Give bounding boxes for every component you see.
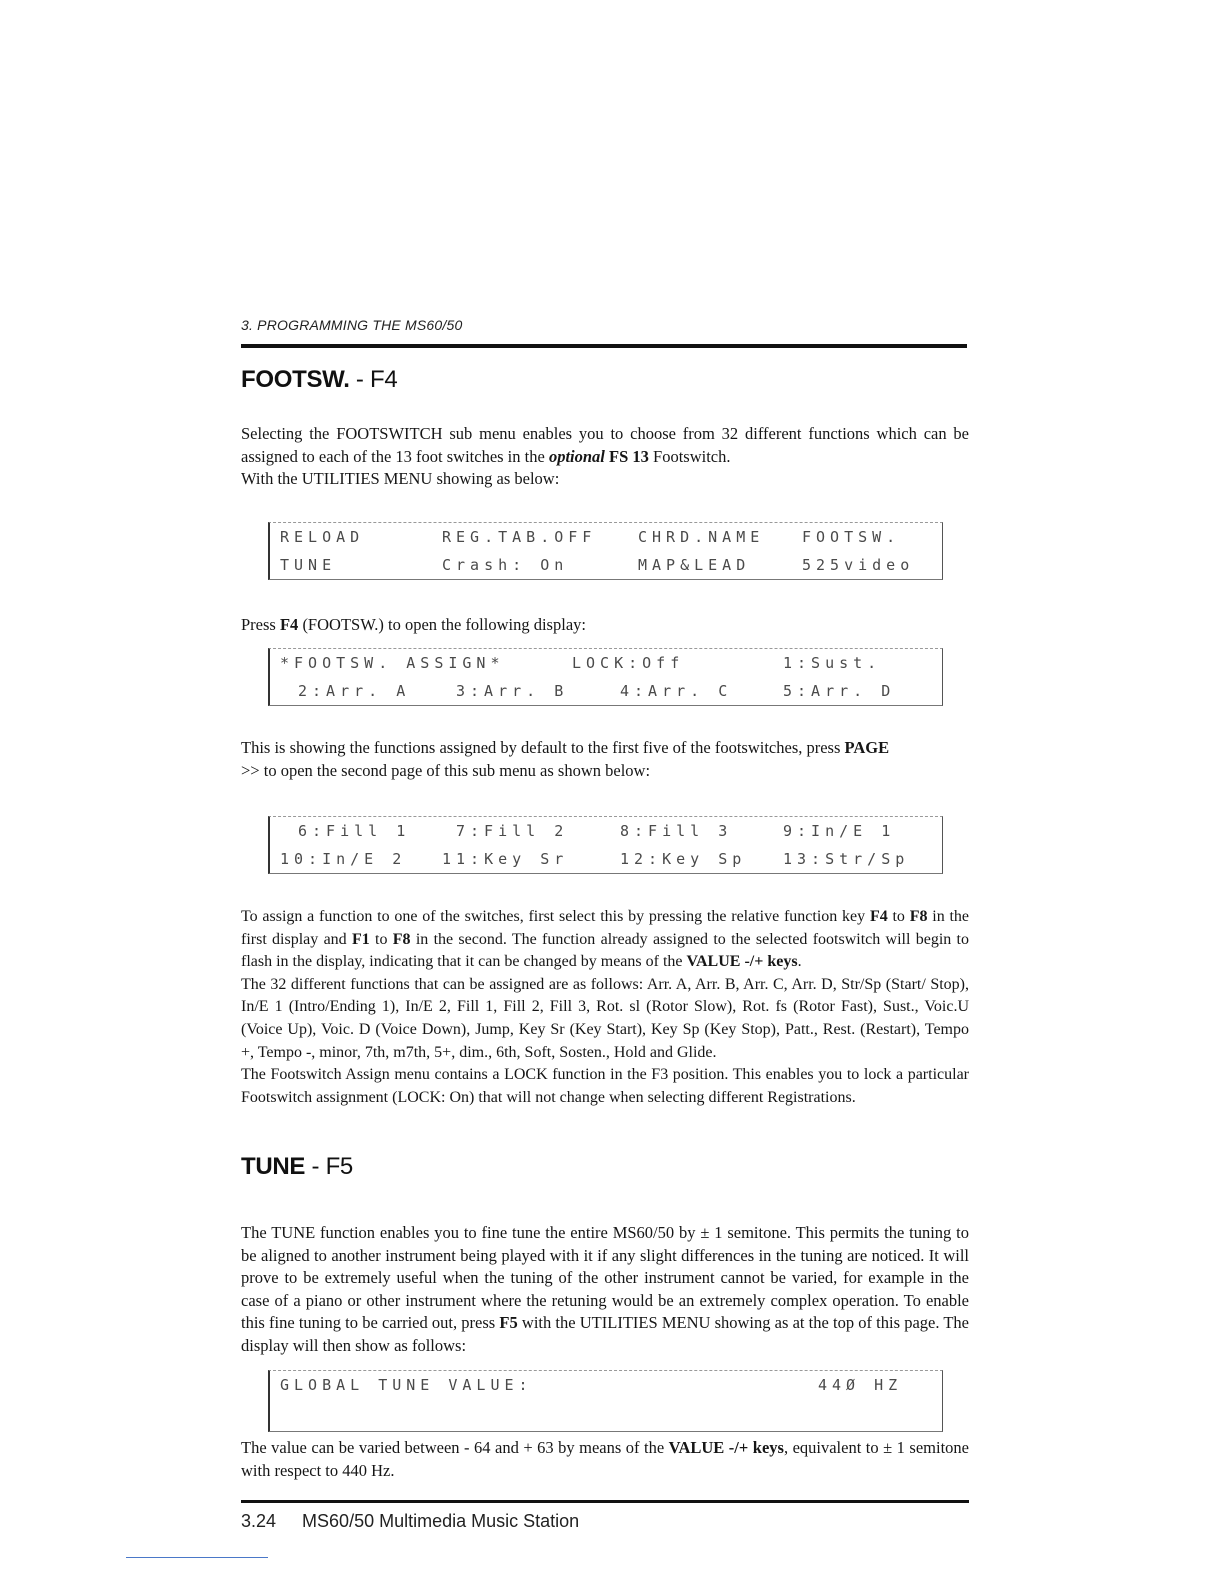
intro-optional: optional	[548, 446, 605, 466]
lcd-cell: CHRD.NAME	[638, 528, 765, 546]
range-text-end: , equivalent to ± 1 semitone with respect to 440 Hz.	[241, 1438, 969, 1480]
tune-text: The TUNE function enables you to fine tune the entire MS60/50 by ± 1 semitone. This permits the tuning to be aligned to another instrument being played with it if any slight differences in the tuning are noticed. It will prove to be extremely useful when the tuning of the other instrument cannot be varied, for example in the case of a piano or other instrument where the retuning would be an extremely complex operation. To enable this fine tuning to be carried out, press	[241, 1223, 969, 1333]
intro-text: Selecting the FOOTSWITCH sub menu enables you to choose from 32 different functions which can be assigned to each of the 13 foot switches in the	[241, 424, 969, 466]
lcd-cell: FOOTSW.	[802, 528, 901, 546]
press-f4-key: F4	[279, 615, 299, 634]
showing-text: This is showing the functions assigned by default to the first five of the footswitches, press	[241, 738, 845, 757]
assign-to: to	[887, 908, 910, 925]
footswitch-page2-display	[268, 816, 943, 874]
lcd-cell: 13:Str/Sp	[783, 850, 910, 868]
assign-text: To assign a function to one of the switches, first select this by pressing the relative function key	[241, 908, 870, 925]
footsw-title-key: - F4	[349, 366, 398, 393]
f8-key: F8	[909, 908, 928, 925]
value-keys: VALUE -/+ keys	[668, 1438, 784, 1457]
lcd-cell: 8:Fill 3	[620, 822, 733, 840]
product-name: MS60/50 Multimedia Music Station	[302, 1511, 580, 1531]
tune-section-title	[241, 1153, 353, 1181]
tune-title-bold: TUNE	[241, 1153, 306, 1180]
global-tune-display	[268, 1370, 943, 1432]
lcd-cell: 525video	[802, 556, 915, 574]
range-text: The value can be varied between - 64 and + 63 by means of the	[241, 1438, 669, 1457]
press-text-end: (FOOTSW.) to open the following display:	[298, 615, 586, 634]
footsw-intro-paragraph	[241, 423, 969, 491]
lcd-cell: 1:Sust.	[783, 654, 882, 672]
f5-key: F5	[499, 1313, 518, 1333]
scan-artifact-line	[126, 1557, 268, 1558]
footsw-title-bold: FOOTSW.	[241, 366, 350, 393]
lcd-cell: 9:In/E 1	[783, 822, 896, 840]
tune-label: GLOBAL TUNE VALUE:	[280, 1376, 533, 1394]
assign-text-3: in the second. The function already assigned to the selected footswitch will begin to flash in the display, indicating that it can be changed by means of the	[241, 930, 970, 971]
assign-instructions-paragraph	[241, 906, 969, 1109]
page-key: PAGE	[844, 738, 890, 757]
f8-key: F8	[392, 930, 411, 948]
f4-key: F4	[869, 908, 888, 925]
lcd-row-1	[270, 1371, 942, 1399]
lcd-row-2	[270, 677, 942, 705]
press-f4-paragraph	[241, 614, 969, 637]
lcd-cell: 3:Arr. B	[456, 682, 569, 700]
assign-period: .	[797, 953, 802, 971]
lcd-cell: 11:Key Sr	[442, 850, 569, 868]
lcd-row-1	[270, 649, 942, 677]
assign-to: to	[369, 930, 393, 948]
value-keys: VALUE -/+ keys	[686, 953, 798, 971]
lcd-cell: 2:Arr. A	[298, 682, 411, 700]
press-text: Press	[241, 615, 280, 634]
lcd-cell: RELOAD	[280, 528, 365, 546]
footsw-section-title	[241, 366, 397, 394]
page-number: 3.24	[241, 1511, 277, 1531]
lock-description: The Footswitch Assign menu contains a LOCK function in the F3 position. This enables you to lock a particular Footswitch assignment (LOCK: On) that will not change when selecting different Registrations.	[241, 1066, 969, 1106]
lcd-cell: MAP&LEAD	[638, 556, 751, 574]
f1-key: F1	[351, 930, 370, 948]
lcd-cell: 5:Arr. D	[783, 682, 896, 700]
lcd-cell: 10:In/E 2	[280, 850, 407, 868]
lcd-cell: TUNE	[280, 556, 337, 574]
lcd-cell: *FOOTSW. ASSIGN*	[280, 654, 505, 672]
tune-title-key: - F5	[305, 1153, 353, 1180]
lcd-row-1	[270, 523, 942, 551]
intro-utilities-line: With the UTILITIES MENU showing as below:	[241, 469, 560, 489]
tune-value: 44Ø HZ	[818, 1376, 903, 1394]
lcd-cell: Crash: On	[442, 556, 569, 574]
lcd-row-2	[270, 551, 942, 579]
lcd-cell: 6:Fill 1	[298, 822, 411, 840]
page-footer	[241, 1511, 579, 1532]
lcd-cell: 7:Fill 2	[456, 822, 569, 840]
lcd-row-2	[270, 845, 942, 873]
intro-text-end: Footswitch.	[648, 446, 731, 466]
lcd-cell: REG.TAB.OFF	[442, 528, 597, 546]
lcd-cell: 4:Arr. C	[620, 682, 733, 700]
lcd-cell: 12:Key Sp	[620, 850, 747, 868]
default-functions-paragraph	[241, 737, 969, 782]
functions-list: The 32 different functions that can be assigned are as follows: Arr. A, Arr. B, Arr. C, Arr. D, Str/Sp (Start/ Stop), In/E 1 (Intro/Ending 1), In/E 2, Fill 1, Fill 2, Fill 3, Rot. sl (Rotor Slow), Rot. fs (Rotor Fast), Sust., Voic.U (Voice Up), Voic. D (Voice Down), Jump, Key Sr (Key Start), Key Sp (Key Stop), Patt., Rest. (Restart), Tempo +, Tempo -, minor, 7th, m7th, 5+, dim., 6th, Soft, Sosten., Hold and Glide.	[241, 975, 969, 1061]
footswitch-assign-display	[268, 648, 943, 706]
utilities-menu-display	[268, 522, 943, 580]
running-header: 3. PROGRAMMING THE MS60/50	[241, 317, 463, 333]
lcd-cell: LOCK:Off	[572, 654, 685, 672]
footer-rule	[241, 1500, 969, 1503]
assign-text-2: in the first display and	[241, 908, 970, 948]
lcd-row-1	[270, 817, 942, 845]
showing-text-end: >> to open the second page of this sub menu as shown below:	[241, 760, 651, 780]
tune-range-paragraph	[241, 1437, 969, 1482]
header-rule	[241, 344, 967, 348]
tune-text-end: with the UTILITIES MENU showing as at the top of this page. The display will then show as follows:	[241, 1313, 969, 1355]
tune-description-paragraph	[241, 1222, 969, 1358]
intro-fs13: FS 13	[609, 446, 649, 466]
